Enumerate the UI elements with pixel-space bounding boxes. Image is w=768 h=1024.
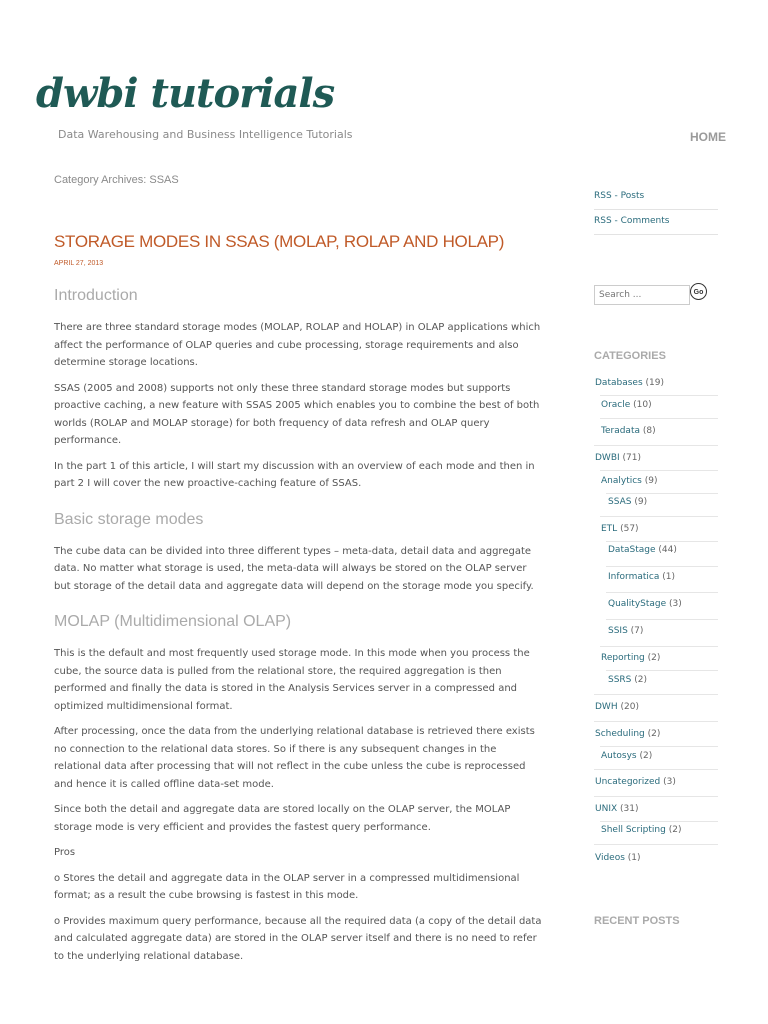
category-item[interactable] (595, 702, 639, 712)
category-item[interactable] (595, 729, 660, 739)
category-name[interactable]: SSAS (608, 497, 632, 507)
category-name[interactable]: Shell Scripting (601, 825, 666, 835)
category-name[interactable]: UNIX (595, 804, 618, 814)
category-count: (8) (642, 426, 656, 436)
category-item[interactable] (608, 675, 647, 685)
rss-comments-link[interactable]: RSS - Comments (594, 210, 718, 235)
category-name[interactable]: DataStage (608, 545, 656, 555)
category-count: (44) (658, 545, 677, 555)
heading-basic-storage-modes: Basic storage modes (54, 510, 204, 528)
category-name[interactable]: Autosys (601, 751, 637, 761)
paragraph: SSAS (2005 and 2008) supports not only these three standard storage modes but supports proactive caching, a new feature with SSAS 2005 which enables you to combine the best of both worlds (ROLAP and MOLAP storage) for both frequency of data refresh and OLAP query performance. (54, 382, 540, 446)
divider (600, 418, 718, 419)
category-item[interactable] (595, 453, 641, 463)
category-item[interactable] (608, 599, 682, 609)
heading-introduction: Introduction (54, 287, 138, 304)
category-count: (2) (639, 751, 653, 761)
divider (600, 821, 718, 822)
category-count: (31) (620, 804, 639, 814)
paragraph: The cube data can be divided into three different types – meta-data, detail data and aggregate data. No matter what storage is used, the meta-data will always be stored on the OLAP server but storage of the detail data and aggregate data will depend on the storage mode you specify. (54, 545, 534, 592)
category-item[interactable] (601, 751, 652, 761)
paragraph: There are three standard storage modes (MOLAP, ROLAP and HOLAP) in OLAP applications which affect the performance of OLAP queries and cube processing, storage requirements and also determine storage locations. (54, 322, 541, 368)
category-count: (2) (647, 653, 661, 663)
paragraph: Since both the detail and aggregate data are stored locally on the OLAP server, the MOLAP storage mode is very efficient and provides the fastest query performance. (54, 804, 511, 833)
divider (594, 694, 718, 695)
divider (606, 592, 718, 593)
category-count: (10) (633, 400, 652, 410)
category-item[interactable] (601, 825, 681, 835)
rss-posts-link[interactable]: RSS - Posts (594, 185, 718, 210)
category-item[interactable] (608, 497, 647, 507)
category-name[interactable]: Teradata (601, 426, 640, 436)
category-name[interactable]: Analytics (601, 476, 642, 486)
category-name[interactable]: Oracle (601, 400, 631, 410)
category-item[interactable] (595, 378, 664, 388)
category-count: (7) (630, 626, 644, 636)
category-count: (20) (620, 702, 639, 712)
divider (606, 566, 718, 567)
category-name[interactable]: Reporting (601, 653, 645, 663)
category-item[interactable] (608, 545, 677, 555)
search-form (594, 282, 704, 305)
category-count: (3) (669, 599, 682, 609)
main-content (54, 174, 542, 973)
divider (606, 670, 718, 671)
search-go-button[interactable]: Go (690, 283, 707, 300)
category-name[interactable]: DWH (595, 702, 618, 712)
category-item[interactable] (601, 426, 656, 436)
category-count: (9) (634, 497, 648, 507)
category-name[interactable]: Databases (595, 378, 643, 388)
paragraph: This is the default and most frequently used storage mode. In this mode when you process the cube, the source data is pulled from the relational store, the required aggregation is then performed and finally the data is stored in the Analysis Services server in a compressed and optimized multidimensional format. (54, 648, 530, 712)
pros-item: o Stores the detail and aggregate data in the OLAP server in a compressed multidimensional format; as a result the cube browsing is fastest in this mode. (54, 872, 520, 901)
category-item[interactable] (601, 476, 658, 486)
post-date[interactable]: APRIL 27, 2013 (54, 260, 104, 267)
category-item[interactable] (595, 853, 641, 863)
divider (594, 445, 718, 446)
category-count: (2) (647, 729, 661, 739)
archive-title: Category Archives: SSAS (54, 174, 179, 186)
category-count: (2) (634, 675, 648, 685)
paragraph: After processing, once the data from the underlying relational database is retrieved there exists no connection to the relational data stores. So if there is any subsequent changes in the relational data after processing that will not reflect in the cube unless the cube is reprocessed and hence it is called offline data-set mode. (54, 726, 535, 790)
sidebar-rss (594, 185, 718, 235)
divider (600, 516, 718, 517)
category-name[interactable]: Scheduling (595, 729, 645, 739)
category-name[interactable]: QualityStage (608, 599, 667, 609)
nav-home-link[interactable]: HOME (690, 130, 726, 144)
divider (594, 721, 718, 722)
category-item[interactable] (601, 653, 660, 663)
category-item[interactable] (595, 777, 676, 787)
category-name[interactable]: DWBI (595, 453, 620, 463)
search-input[interactable] (594, 285, 690, 305)
category-count: (2) (668, 825, 682, 835)
divider (594, 796, 718, 797)
divider (600, 395, 718, 396)
category-name[interactable]: Uncategorized (595, 777, 661, 787)
divider (594, 769, 718, 770)
category-item[interactable] (608, 572, 675, 582)
category-name[interactable]: SSIS (608, 626, 628, 636)
pros-item: o Provides maximum query performance, because all the required data (a copy of the detail data and calculated aggregate data) are stored in the OLAP server itself and there is no need to refer to the underlying relational database. (54, 915, 542, 962)
category-name[interactable]: Videos (595, 853, 625, 863)
category-name[interactable]: Informatica (608, 572, 660, 582)
categories-title: CATEGORIES (594, 350, 666, 362)
divider (606, 493, 718, 494)
divider (594, 844, 718, 845)
divider (600, 746, 718, 747)
category-count: (9) (644, 476, 658, 486)
paragraph: In the part 1 of this article, I will start my discussion with an overview of each mode and then in part 2 I will cover the new proactive-caching feature of SSAS. (54, 460, 535, 489)
site-logo[interactable]: dwbi tutorials (36, 70, 335, 117)
post-title[interactable]: STORAGE MODES IN SSAS (MOLAP, ROLAP AND HOLAP) (54, 232, 505, 251)
category-count: (1) (662, 572, 675, 582)
category-item[interactable] (608, 626, 643, 636)
heading-molap: MOLAP (Multidimensional OLAP) (54, 613, 292, 630)
category-name[interactable]: SSRS (608, 675, 632, 685)
category-item[interactable] (601, 524, 639, 534)
category-count: (19) (645, 378, 664, 388)
divider (606, 541, 718, 542)
category-count: (3) (663, 777, 676, 787)
divider (600, 646, 718, 647)
category-name[interactable]: ETL (601, 524, 618, 534)
divider (600, 470, 718, 471)
category-item[interactable] (595, 804, 639, 814)
category-count: (1) (627, 853, 641, 863)
recent-posts-title: RECENT POSTS (594, 915, 680, 927)
divider (606, 619, 718, 620)
pros-label: Pros (54, 847, 76, 858)
site-tagline: Data Warehousing and Business Intelligence Tutorials (58, 128, 353, 141)
category-count: (71) (622, 453, 642, 463)
category-item[interactable] (601, 400, 652, 410)
category-count: (57) (620, 524, 639, 534)
